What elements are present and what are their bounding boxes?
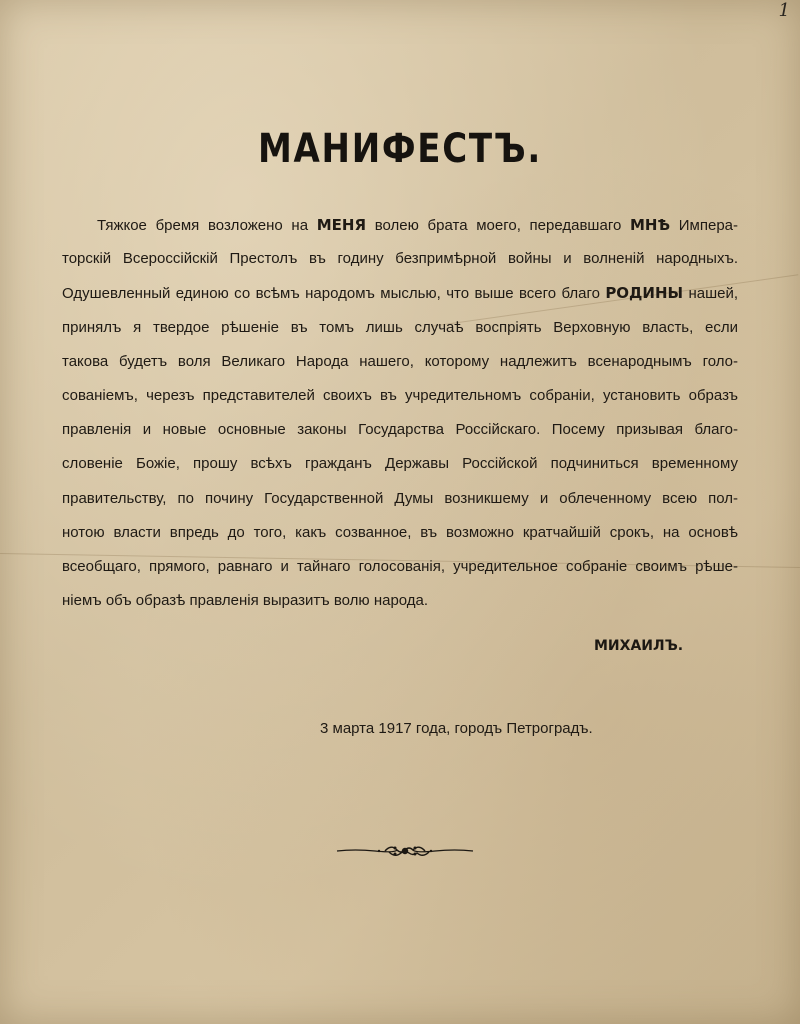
emphasis-word: РОДИНЫ: [605, 284, 684, 303]
emphasis-word: МЕНЯ: [316, 216, 367, 234]
text-line: сованіемъ, черезъ представителей своихъ въ учредительномъ собраніи, установить образъ: [62, 386, 738, 404]
text-line: принялъ я твердое рѣшеніе въ томъ лишь случаѣ воспріять Верховную власть, если: [62, 318, 738, 336]
text-line: правительству, по почину Государственной Думы возникшему и облеченному всею пол-: [62, 489, 738, 507]
page-number: 1: [778, 0, 790, 21]
text-line: такова будетъ воля Великаго Народа нашего, которому надлежитъ всенароднымъ голо-: [62, 352, 738, 370]
text-line: нотою власти впредь до того, какъ созванное, въ возможно кратчайшій срокъ, на основѣ: [62, 523, 738, 541]
text-line: Тяжкое бремя возложено на МЕНЯ волею брата моего, передавшаго МНѢ Импера-: [97, 216, 738, 234]
text-line: всеобщаго, прямого, равнаго и тайнаго голосованія, учредительное собраніе своимъ рѣше-: [62, 557, 738, 575]
text-line: словеніе Божіе, прошу всѣхъ гражданъ Державы Россійской подчиниться временному: [62, 455, 738, 473]
text-line: правленія и новые основные законы Государства Россійскаго. Посему призывая благо-: [62, 421, 738, 439]
signature: МИХАИЛЪ.: [594, 638, 684, 654]
text-line: Одушевленный единою со всѣмъ народомъ мыслью, что выше всего благо РОДИНЫ нашей,: [62, 284, 738, 303]
text-line: ніемъ объ образѣ правленія выразитъ волю народа.: [62, 592, 429, 610]
emphasis-word: МНѢ: [629, 216, 671, 234]
manifesto-body: [62, 208, 738, 618]
date-place-line: 3 марта 1917 года, городъ Петроградъ.: [320, 720, 593, 737]
document-title: МАНИФЕСТЪ.: [257, 126, 543, 172]
text-line: торскій Всероссійскій Престолъ въ годину безпримѣрной войны и волненій народныхъ.: [62, 250, 738, 268]
decorative-flourish-icon: [335, 840, 475, 862]
